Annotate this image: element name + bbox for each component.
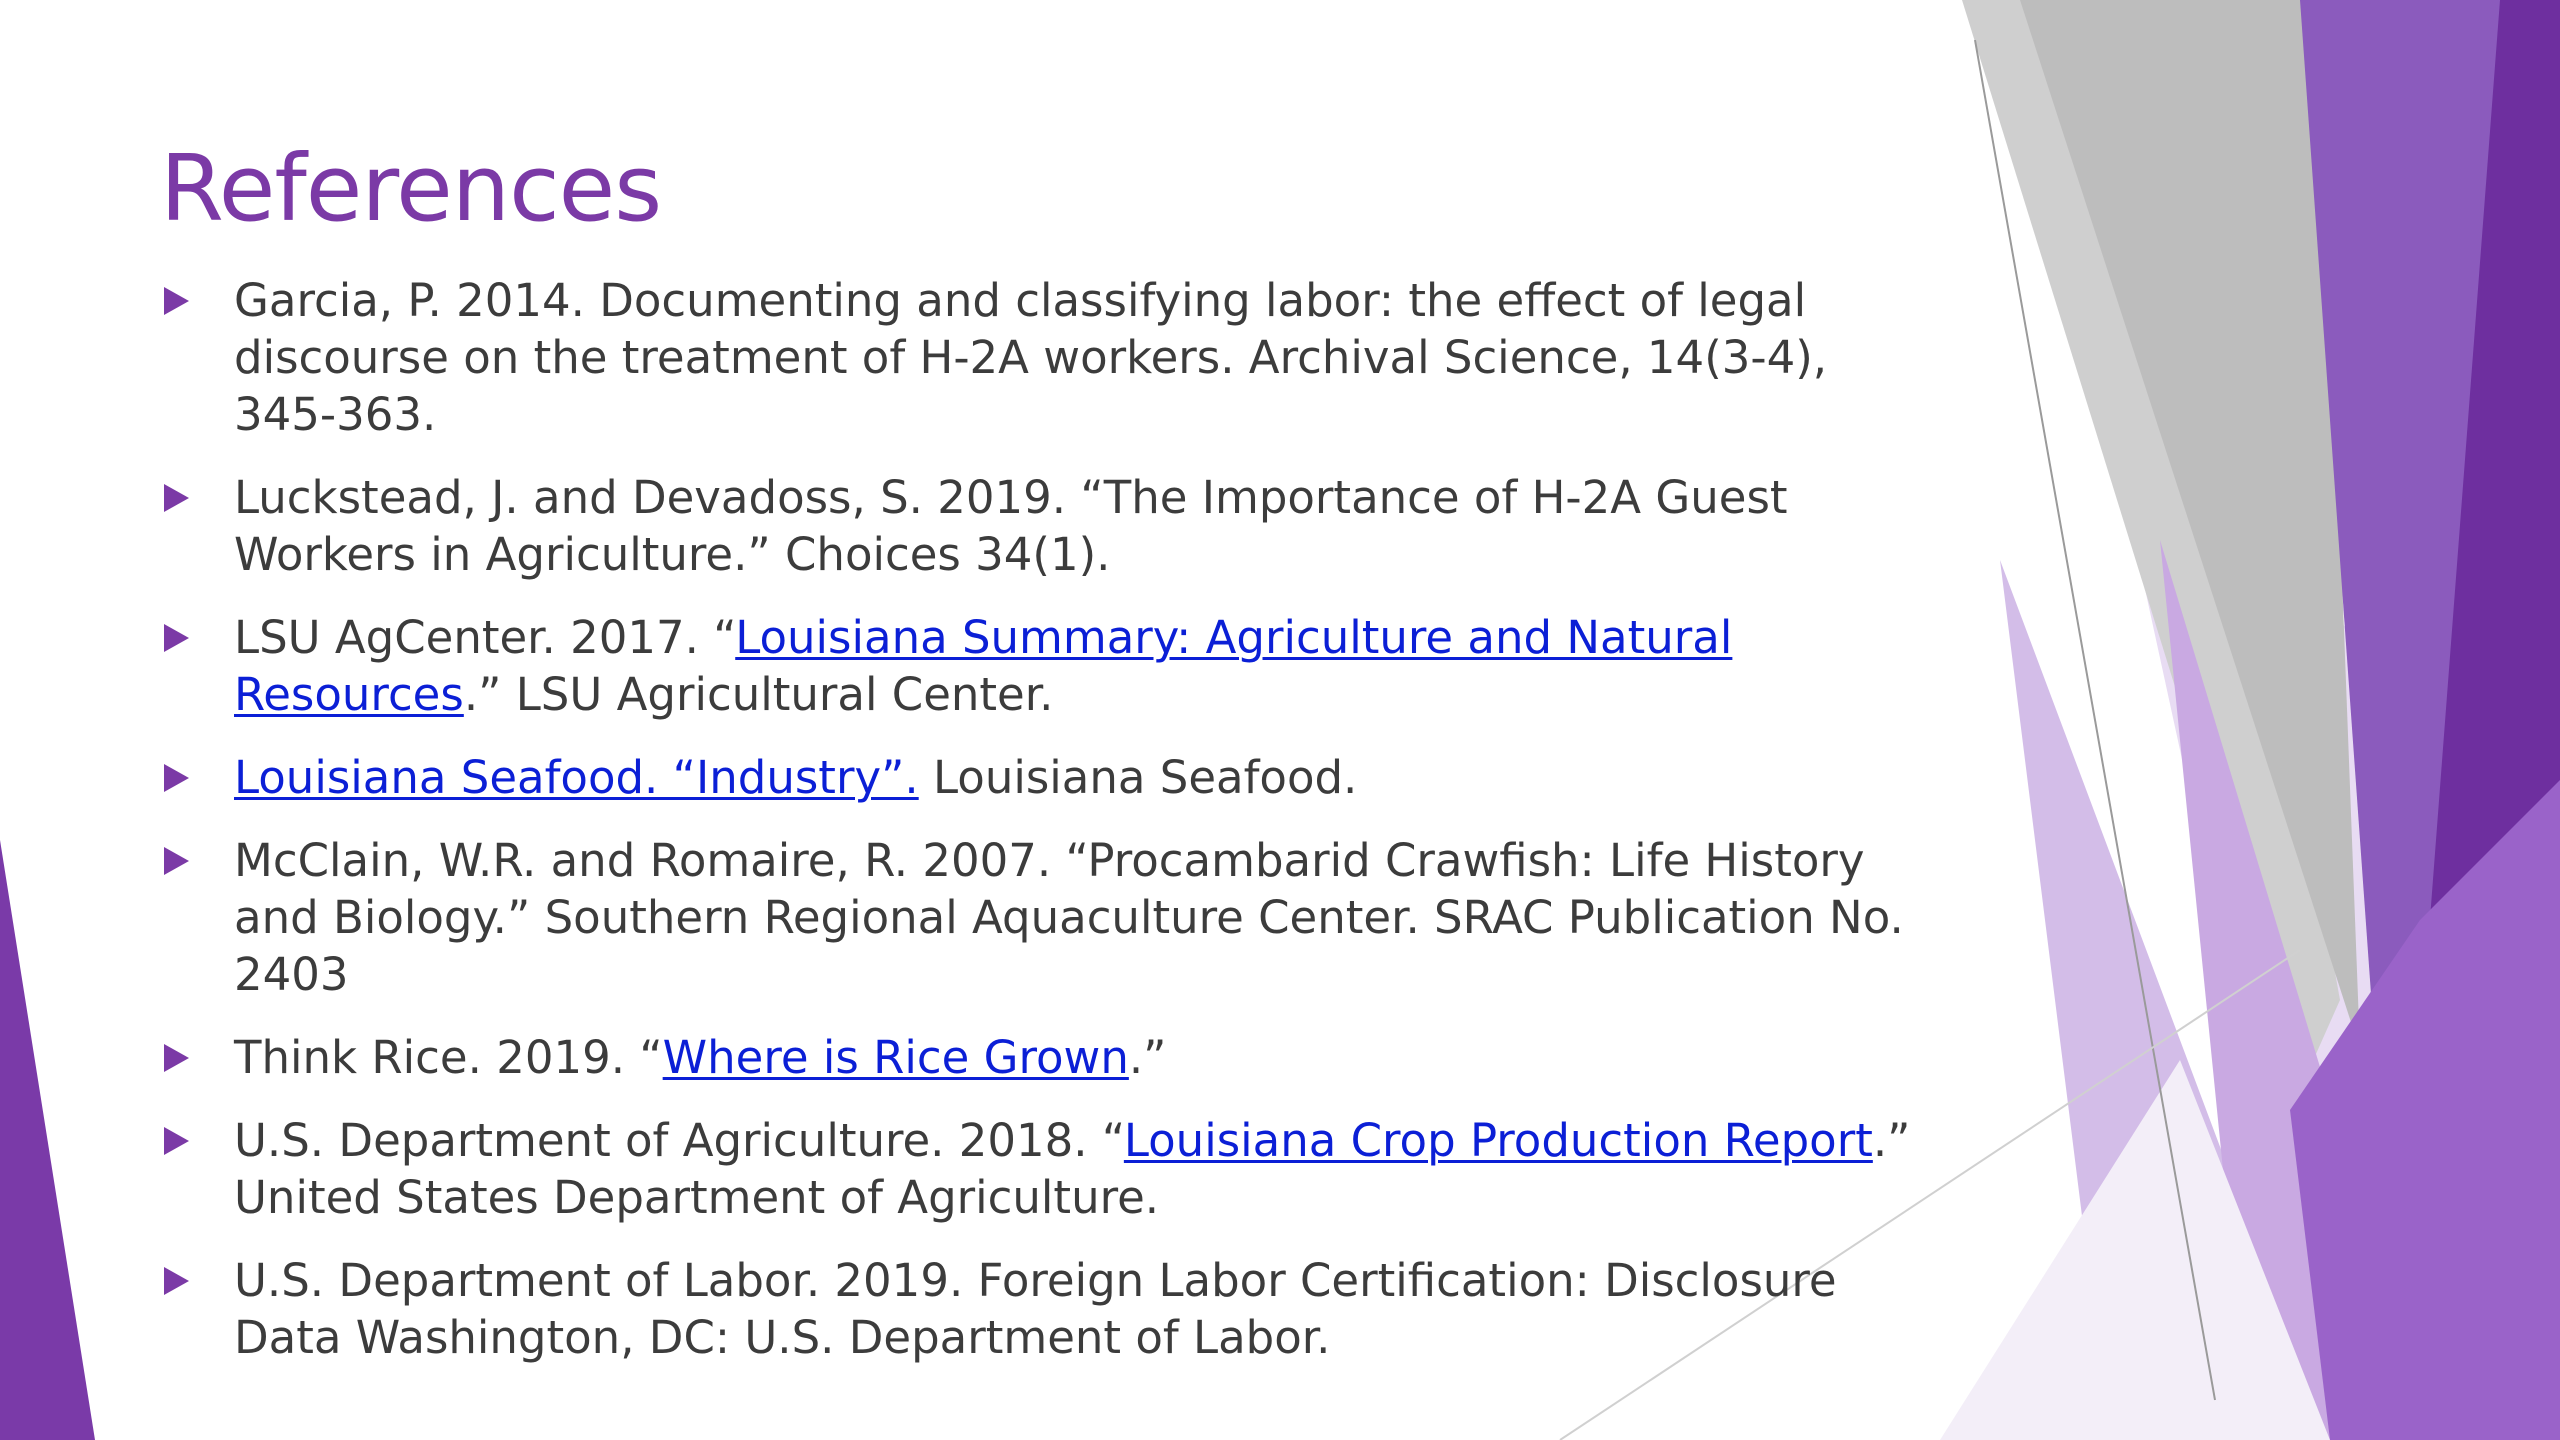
reference-item bbox=[160, 749, 1930, 806]
reference-item bbox=[160, 832, 1930, 1003]
reference-text-after: .” United States Department of Agriculture. bbox=[234, 1114, 1911, 1224]
reference-link[interactable]: Louisiana Summary: Agriculture and Natural Resources bbox=[234, 611, 1733, 721]
reference-text-after: .” LSU Agricultural Center. bbox=[463, 668, 1054, 721]
reference-item bbox=[160, 272, 1930, 443]
bullet-arrow-icon bbox=[164, 484, 189, 512]
reference-item bbox=[160, 1112, 1930, 1226]
reference-item bbox=[160, 1029, 1930, 1086]
reference-text-before: LSU AgCenter. 2017. “ bbox=[234, 611, 736, 664]
reference-text-before: Luckstead, J. and Devadoss, S. 2019. “The Importance of H-2A Guest Workers in Agriculture.” Choices 34(1). bbox=[234, 471, 1788, 581]
reference-link[interactable]: Louisiana Seafood. “Industry”. bbox=[234, 751, 919, 804]
bullet-arrow-icon bbox=[164, 847, 189, 875]
reference-link[interactable]: Louisiana Crop Production Report bbox=[1123, 1114, 1873, 1167]
reference-item bbox=[160, 1252, 1930, 1366]
bullet-arrow-icon bbox=[164, 764, 189, 792]
slide-title: References bbox=[160, 135, 662, 242]
bullet-arrow-icon bbox=[164, 1044, 189, 1072]
reference-text-after: Louisiana Seafood. bbox=[918, 751, 1358, 804]
reference-list bbox=[160, 272, 1930, 1392]
reference-item bbox=[160, 469, 1930, 583]
bullet-arrow-icon bbox=[164, 1267, 189, 1295]
reference-item bbox=[160, 609, 1930, 723]
reference-text-after: .” bbox=[1128, 1031, 1167, 1084]
reference-text-before: Think Rice. 2019. “ bbox=[234, 1031, 663, 1084]
reference-text-before: McClain, W.R. and Romaire, R. 2007. “Procambarid Crawfish: Life History and Biology.” Southern Regional Aquaculture Center. SRAC Publication No. 2403 bbox=[234, 834, 1904, 1001]
reference-text-before: U.S. Department of Labor. 2019. Foreign Labor Certification: Disclosure Data Washington, DC: U.S. Department of Labor. bbox=[234, 1254, 1837, 1364]
bullet-arrow-icon bbox=[164, 287, 189, 315]
bullet-arrow-icon bbox=[164, 1127, 189, 1155]
reference-text-before: Garcia, P. 2014. Documenting and classifying labor: the effect of legal discourse on the treatment of H-2A workers. Archival Science, 14(3-4), 345-363. bbox=[234, 274, 1828, 441]
bullet-arrow-icon bbox=[164, 624, 189, 652]
left-wedge-shape bbox=[0, 840, 95, 1440]
reference-text-before: U.S. Department of Agriculture. 2018. “ bbox=[234, 1114, 1124, 1167]
reference-link[interactable]: Where is Rice Grown bbox=[662, 1031, 1129, 1084]
